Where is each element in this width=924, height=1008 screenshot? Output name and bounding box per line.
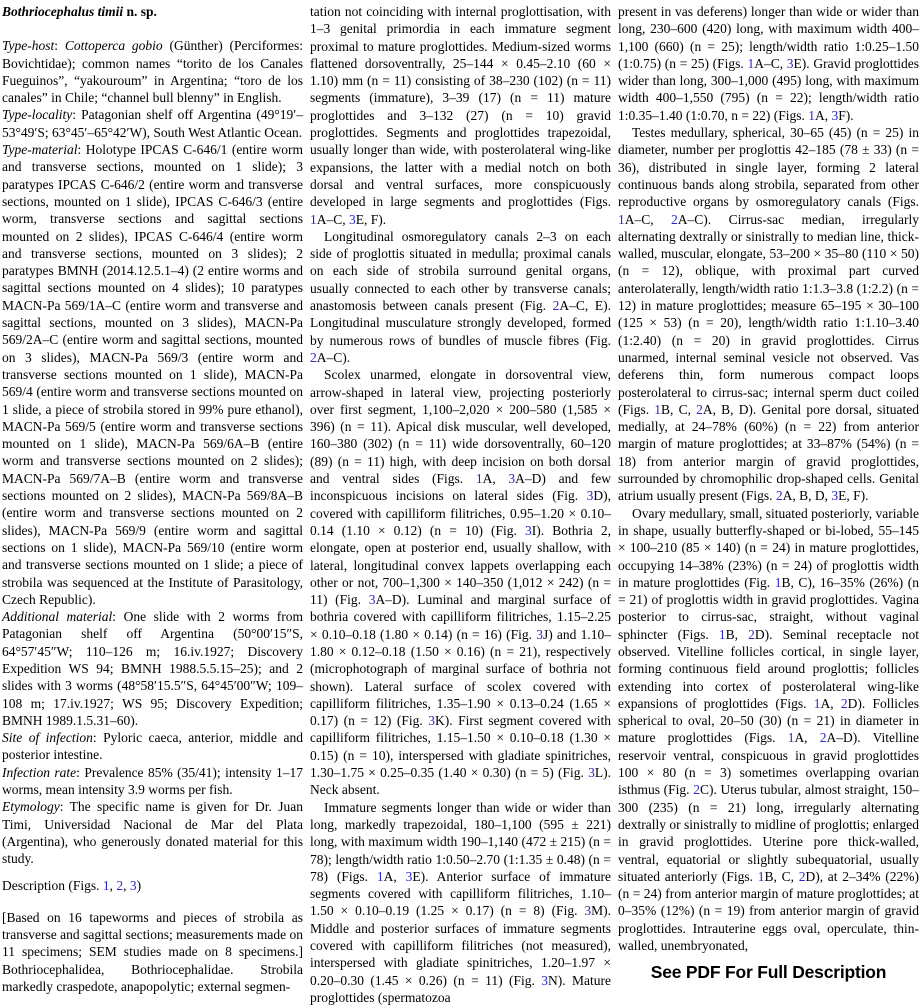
column-middle [310, 3, 611, 1006]
text-run: A, [820, 695, 841, 711]
description-basis-paragraph [2, 909, 303, 995]
figure-link[interactable]: 2 [552, 298, 560, 314]
text-run: Bothriocephalus timii [2, 4, 124, 19]
scolex-paragraph [310, 366, 611, 798]
text-run: Description (Figs. [2, 877, 103, 893]
figure-link[interactable]: 3 [831, 107, 839, 123]
column-right [618, 3, 919, 1006]
text-run: Ovary medullary, small, situated posteriorly, variable in shape, usually butterfly-shaped or bi-lobed, 55–145 × 100–210 (85 × 140) (n = 24) in mature proglottides, occupying 14–38% (23%) (n = 24) of proglottis width in mature proglottides (Fig. [618, 505, 919, 590]
type-host-paragraph [2, 37, 303, 106]
figure-link[interactable]: 3 [536, 626, 543, 642]
figure-link[interactable]: 1 [718, 626, 726, 642]
figure-link[interactable]: 1 [618, 211, 625, 227]
figure-link[interactable]: 1 [787, 730, 795, 746]
text-run: A, [482, 471, 509, 487]
column-left [2, 3, 303, 1006]
text-run: Longitudinal osmoregulatory canals 2–3 on each side of proglottis situated in medulla; proximal canals on each side of strobila surround genital organs, usually connected to each other by transverse canals; anastomosis between canals present (Fig. [310, 228, 611, 314]
text-run: Type-material [2, 142, 78, 158]
text-run: I). Bothria 2, elongate, open at posterior end, usually shallow, with lateral, longitudinal convex lappets overlapping each other or not, 700–1,300 × 140–350 (1,012 × 242) (n = 11) (Fig. [310, 522, 611, 608]
text-run: B, C, [764, 868, 799, 884]
figure-link[interactable]: 3 [349, 211, 356, 227]
figure-link[interactable]: 1 [376, 868, 384, 884]
text-run: Type-locality [2, 107, 73, 123]
text-run: , [109, 877, 117, 893]
ovary-paragraph [618, 505, 919, 955]
text-run: A, [815, 107, 832, 123]
figure-link[interactable]: 1 [757, 868, 765, 884]
figure-link[interactable]: 1 [102, 877, 110, 893]
text-run: J) and 1.10–1.80 × 0.12–0.18 (1.50 × 0.16) (n = 21), respectively (microphotograph of marginal surface of bothria not shown). Lateral surface of scolex covered with capilliform filitriches, 1.35–1.90 × 0.13–0.24 (1.65 × 0.17) (n = 12) (Fig. [310, 626, 611, 729]
figure-link[interactable]: 1 [747, 55, 755, 71]
text-run: E). Gravid proglottides wider than long, 300–1,000 (495) long, with maximum width 400–1,550 (795) (n = 22); length/width ratio 1:0.35–1.40 (1:0.70, n = 22) (Figs. [618, 55, 919, 123]
text-run: : Pyloric caeca, anterior, middle and posterior intestine. [2, 730, 303, 763]
type-material-paragraph [2, 141, 303, 608]
text-run: (Günther) (Perciformes: Bovichtidae); common names “torito de los Canales Fueguinos”, “yakouroum” in Argentina; “toro de los canales” in Chile; “channel bull blenny” in English. [2, 38, 303, 106]
text-run: B, [725, 626, 749, 642]
text-run: : Patagonian shelf off Argentina (49°19′–53°49′S; 63°45′–65°42′W), South West Atlantic Ocean. [2, 107, 303, 140]
figure-link[interactable]: 2 [116, 877, 124, 893]
text-run: : [54, 38, 65, 54]
text-run: E, F). [838, 488, 869, 504]
text-run: D), at 2–34% (22%) (n = 24) from anterior margin of mature proglottides; at 0–35% (12%) (n = 19) from anterior margin of gravid proglottides. Intrauterine eggs oval, operculate, thin-walled, unembryonated, [618, 868, 919, 954]
figure-link[interactable]: 2 [840, 695, 848, 711]
text-run: A–C, [754, 55, 787, 71]
figure-link[interactable]: 3 [588, 765, 595, 781]
infection-rate-paragraph [2, 764, 303, 799]
figure-link[interactable]: 2 [819, 730, 827, 746]
text-run: tation not coinciding with internal proglottisation, with 1–3 genital primordia in each immature segment proximal to mature proglottides. Medium-sized worms flattened dorsoventrally, 25–144 × 0.45–2.10 (60 × 1.10) mm (n = 11) consisting of 38–230 (102) (n = 11) segments (immature), 3–39 (17) (n = 11) mature proglottides and 3–132 (27) (n = 10) gravid proglottides. Segments and proglottides trapezoidal, usually longer than wide, with posterolateral wing-like expansions, the latter with a medial notch on both dorsal and ventral surfaces, more conspicuously developed in large segments and proglottides (Figs. [310, 4, 611, 210]
text-run: n. sp. [123, 4, 157, 19]
osmoregulatory-canals-paragraph [310, 228, 611, 366]
figure-link[interactable]: 2 [696, 401, 703, 417]
text-run: E, F). [355, 211, 387, 227]
text-run: A–C, E). Longitudinal musculature strongly developed, formed by numerous rows of bundles of muscle fibres (Fig. [310, 298, 611, 348]
text-run: Cottoperca gobio [64, 38, 163, 54]
description-heading [2, 877, 303, 894]
figure-link[interactable]: 3 [786, 55, 794, 71]
text-run: F). [838, 107, 854, 123]
text-run: present in vas deferens) longer than wide or wider than long, 230–600 (420) long, with maximum width 400–1,100 (660) (n = 25); length/width ratio 1:0.25–1.50 (1:0.75) (n = 25) (Figs. [618, 4, 919, 71]
figure-link[interactable]: 1 [813, 695, 821, 711]
figure-link[interactable]: 2 [798, 868, 806, 884]
etymology-paragraph [2, 798, 303, 867]
text-run: Type-host [2, 38, 55, 54]
text-run: A–C). [316, 349, 351, 365]
text-run: A–C). Cirrus-sac median, irregularly alternating dextrally or sinistrally to median line, thick-walled, muscular, elongate, 53–200 × 35–80 (110 × 50) (n = 12), oblique, with proximal part curved anterolaterally, length/width ratio 1:1.3–3.8 (1:2.2) (n = 12) in mature proglottides; measure 65–195 × 30–100 (125 × 53) (n = 20), length/width ratio 1:1.10–3.40 (1:2.40) (n = 20) in gravid proglottides. Cirrus unarmed, internal seminal vesicle not observed. Vas deferens thin, form numerous compact loops posterolateral to cirrus-sac; internal sperm duct coiled (Figs. [618, 211, 919, 417]
text-run: : One slide with 2 worms from Patagonian shelf off Argentina (50°00′15″S, 64°57′45″W; 110–126 m; 16.iv.1927; Discovery Expedition WS 94; BMNH 1988.5.5.15–25); and 2 slides with 3 worms (48°58′15.5″S, 64°45′00″W; 109–108 m; 17.iv.1927; WS 95; Discovery Expedition; BMNH 1989.1.5.31–60). [2, 609, 304, 728]
text-run: B, C, [661, 401, 697, 417]
figure-link[interactable]: 3 [428, 713, 435, 729]
figure-link[interactable]: 1 [774, 574, 782, 590]
text-run: : Prevalence 85% (35/41); intensity 1–17 worms, mean intensity 3.9 worms per fish. [2, 764, 303, 798]
text-run: M). Middle and posterior surfaces of immature segments covered with capilliform filitriches (not measured), interspersed with gladiate spinitriches, 1.20–1.97 × 0.20–0.30 (1.45 × 0.26) (n = 11) (Fig. [310, 903, 611, 988]
text-run: A, [794, 730, 820, 746]
text-run: Etymology [2, 799, 60, 815]
text-run: B, C), 16–35% (26%) (n = 21) of proglottis width in gravid proglottides. Vagina posterior to cirrus-sac, straight, without vaginal sphincter (Figs. [618, 574, 919, 642]
figure-link[interactable]: 1 [310, 211, 317, 227]
immature-segments-paragraph [310, 799, 611, 1007]
text-run: D). Seminal receptacle not observed. Vitelline follicles cortical, in single layer, forming continuous field around proglottis; follicles extending into cortex of posterolateral wing-like expansions of proglottides (Figs. [618, 626, 919, 711]
figure-link[interactable]: 2 [748, 626, 755, 642]
text-run: A, B, D, [782, 488, 832, 504]
figure-link[interactable]: 2 [693, 782, 700, 798]
text-run: ) [136, 877, 142, 893]
figure-link[interactable]: 3 [525, 522, 532, 538]
species-title [2, 3, 303, 20]
figure-link[interactable]: 3 [584, 903, 592, 919]
figure-link[interactable]: 3 [129, 877, 137, 893]
type-locality-paragraph [2, 106, 303, 141]
strobila-paragraph [310, 3, 611, 228]
text-run: C). Uterus tubular, almost straight, 150–300 (235) (n = 21) long, irregularly alternating dextrally or sinistrally to midline of proglottis; enlarged in gravid proglottides. Uterine pore thick-walled, ventral, equatorial or slightly subequatorial, usually situated anteriorly (Figs. [618, 782, 920, 884]
text-run: A–D) and few inconspicuous incisions on lateral sides (Fig. [310, 471, 611, 504]
see-pdf-note: See PDF For Full Description [650, 962, 887, 983]
text-run: Testes medullary, spherical, 30–65 (45) (n = 25) in diameter, number per proglottis 42–185 (78 ± 33) (n = 36), distributed in single layer, forming 2 lateral continuous bands along strobila, separated from other reproductive organs by osmoregulatory canals (Figs. [618, 125, 919, 210]
figure-link[interactable]: 1 [654, 401, 662, 417]
text-run: D), covered with capilliform filitriches, 0.95–1.20 × 0.10–0.14 (1.10 × 0.12) (n = 10) (Fig. [310, 488, 611, 538]
text-run: N). Mature proglottides (spermatozoa [310, 972, 611, 1005]
text-run: A–D). Luminal and marginal surface of bothria covered with capilliform filitriches, 1.15–2.25 × 0.10–0.18 (1.80 × 0.14) (n = 16) (Fig. [310, 592, 612, 642]
text-run: Additional material [2, 609, 113, 625]
figure-link[interactable]: 3 [586, 488, 594, 504]
text-run: : Holotype IPCAS C-646/1 (entire worm and transverse sections, mounted on 1 slide); 3 paratypes IPCAS C-646/2 (entire worm and transverse sections, mounted on 1 slide), IPCAS C-646/3 (entire worm, transverse sections and sagittal sections mounted on 2 slides), IPCAS C-646/4 (entire worm and transverse sections, mounted on 3 slides); 2 paratypes BMNH (2014.12.5.1–4) (2 entire worms and sagittal sections mounted on 4 slides); 10 paratypes MACN-Pa 569/1A–C (entire worm and transverse and sagittal sections, mounted on 3 slides), MACN-Pa 569/2A–C (entire worm and sagittal sections, mounted on 3 slides), MACN-Pa 569/3 (entire worm and transverse sections mounted on 1 slide), MACN-Pa 569/4 (entire worm and transverse sections mounted on 1 slide, a piece of strobila stored in 99% pure ethanol), MACN-Pa 569/5 (entire worm and transverse sections mounted on 1 slide), MACN-Pa 569/6A–B (entire worm and transverse sections mounted on 2 slides); MACN-Pa 569/7A–B (entire worm and transverse sections mounted on 2 slides), MACN-Pa 569/8A–B (entire worm and transverse sections mounted on 2 slides), MACN-Pa 569/9 (entire worm and sagittal sections on 1 slide), MACN-Pa 569/10 (entire worm and transverse sections mounted on 1 slide; a piece of strobila was sequenced at the Institute of Parasitology, Czech Republic). [2, 142, 303, 607]
figure-link[interactable]: 2 [671, 211, 678, 227]
text-run: Immature segments longer than wide or wider than long, markedly trapezoidal, 180–1,100 (595 ± 221) long, with maximum width 190–1,140 (472 ± 215) (n = 78); length/width ratio 1:0.50–2.70 (1:1.35 ± 0.48) (n = 78) (Figs. [310, 799, 611, 884]
figure-link[interactable]: 2 [310, 349, 317, 365]
text-run: L). Neck absent. [310, 765, 611, 798]
text-run: , [123, 877, 130, 893]
figure-link[interactable]: 1 [475, 471, 483, 487]
testes-paragraph [618, 124, 919, 505]
figure-link[interactable]: 3 [405, 868, 413, 884]
mature-gravid-proglottides-paragraph [618, 3, 919, 124]
text-run: E). Anterior surface of immature segments covered with capilliform filitriches, 1.10–1.50 × 0.10–0.19 (1.25 × 0.17) (n = 8) (Fig. [310, 868, 612, 919]
figure-link[interactable]: 3 [541, 972, 548, 988]
text-run: A–D). Vitelline reservoir ventral, conspicuous in gravid proglottides 100 × 80 (n = 3) sometimes overlapping ovarian isthmus (Fig. [618, 730, 920, 798]
text-run: A, [383, 868, 406, 884]
additional-material-paragraph [2, 608, 303, 729]
text-run: D). Follicles spherical to oval, 20–50 (30) (n = 21) in diameter in mature proglottides (Figs. [618, 695, 920, 746]
figure-link[interactable]: 3 [508, 471, 516, 487]
text-run: Infection rate [2, 764, 77, 780]
text-run: K). First segment covered with capilliform filitriches, 1.15–1.50 × 0.10–0.18 (1.30 × 0.15) (n = 10), interspersed with gladiate spinitriches, 1.30–1.75 × 0.25–0.35 (1.40 × 0.30) (n = 5) (Fig. [310, 713, 611, 781]
figure-link[interactable]: 2 [775, 488, 783, 504]
figure-link[interactable]: 3 [368, 592, 376, 608]
figure-link[interactable]: 3 [831, 488, 839, 504]
site-of-infection-paragraph [2, 729, 303, 764]
text-run: [Based on 16 tapeworms and pieces of strobila as transverse and sagittal sections; measurements made on 11 specimens; SEM studies made on 8 specimens.] Bothriocephalidea, Bothriocephalidae. Strobila markedly craspedote, anapopolytic; external segmen- [2, 909, 303, 995]
text-run: A–C, [624, 211, 672, 227]
figure-link[interactable]: 1 [808, 107, 815, 123]
text-run: A, B, D). Genital pore dorsal, situated medially, at 24–78% (60%) (n = 22) from anterior margin of mature proglottides; at 33–87% (54%) (n = 18) from anterior margin of gravid proglottides, surrounded by chromophilic drop-shaped cells. Genital atrium usually present (Figs. [618, 401, 920, 504]
text-run: : The specific name is given for Dr. Juan Timi, Universidad Nacional de Mar del Plata (Argentina), who generously donated material for this study. [2, 799, 303, 867]
text-run: Site of infection [2, 730, 93, 746]
text-run: A–C, [316, 211, 350, 227]
text-run: Scolex unarmed, elongate in dorsoventral view, arrow-shaped in lateral view, projecting posteriorly over first segment, 1,100–2,020 × 200–580 (1,585 × 396) (n = 11). Apical disk muscular, well developed, 160–380 (302) (n = 11) wide dorsoventrally, 60–120 (89) (n = 11) high, with deep incision on both dorsal and ventral sides (Figs. [310, 367, 611, 487]
